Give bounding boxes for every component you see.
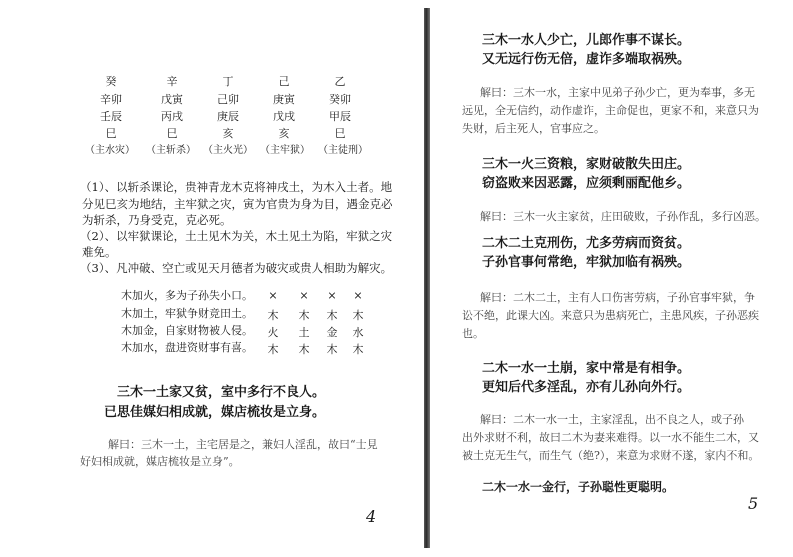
verse-line: 又无远行伤无倍，虚诈多端取祸殃。 (482, 52, 691, 67)
verse-line: 二木一水一土崩，家中常是有相争。 (482, 361, 691, 376)
table-cell: 巳 (105, 127, 117, 140)
table-cell: 亥 (278, 127, 290, 140)
verse-line: 子孙官事何常绝，牢狱加临有祸殃。 (482, 255, 691, 270)
table-cell: 甲辰 (329, 110, 351, 123)
row-mark: 木 (326, 343, 338, 356)
row-mark: 木 (267, 343, 279, 356)
note-line: 分见巳亥为地结，主牢狱之灾，寅为官贵为身为目，遇金克必 (82, 197, 393, 211)
table-cell: （主徒刑） (318, 145, 368, 156)
note-line: （3）、凡冲破、空亡或见天月德者为破灾或贵人相助为解灾。 (80, 261, 393, 275)
table-cell: 癸 (105, 75, 117, 88)
verse-line: 二木一水一金行，子孙聪性更聪明。 (482, 480, 675, 494)
table-cell: 壬辰 (100, 110, 122, 123)
verse-line: 三木一火三资粮，家财破散失田庄。 (482, 157, 691, 172)
explanation-line: 解曰：二木一水一土，主家淫乱，出不良之人，或子孙 (480, 413, 744, 426)
row-mark: 土 (298, 326, 310, 339)
verse-line: 二木二土克刑伤，尤多劳病而资贫。 (482, 236, 691, 251)
table-cell: 戊戌 (273, 110, 295, 123)
row-mark: × (299, 289, 309, 302)
table-cell: 辛卯 (100, 93, 122, 106)
verse-line: 已思佳媒妇相成就，媒店梳妆是立身。 (104, 405, 326, 420)
table-cell: 戊寅 (161, 93, 183, 106)
row-mark: 木 (267, 309, 279, 322)
verse-line: 三木一土家又贫，室中多行不良人。 (117, 385, 326, 400)
row-label: 木加火，多为子孙失小口。 (121, 289, 253, 302)
note-line: （2）、以牢狱课论，土土见木为关，木土见土为陷，牢狱之灾 (80, 229, 393, 243)
row-label: 木加金，自家财物被人侵。 (121, 324, 253, 337)
explanation-line: 解曰：三木一土，主宅居是之，兼妇人淫乱，故曰“士見 (108, 438, 378, 451)
table-cell: 庚寅 (273, 93, 295, 106)
table-cell: 己 (278, 75, 290, 88)
table-cell: （主水灾） (85, 145, 135, 156)
row-mark: 木 (352, 309, 364, 322)
table-cell: （主牢狱） (260, 145, 310, 156)
table-cell: 庚辰 (217, 110, 239, 123)
explanation-line: 失财，后主死人，官事应之。 (462, 122, 605, 135)
verse-line: 更知后代多淫乱，亦有儿孙向外行。 (482, 380, 691, 395)
row-label: 木加水，盘进资财事有喜。 (121, 341, 253, 354)
explanation-line: 被土克无生气，而生气（绝?），来意为求财不遂，家内不和。 (462, 449, 760, 462)
row-mark: × (353, 289, 363, 302)
note-line: （1）、以斩杀课论，贵神青龙木克将神戌土，为木入土者。地 (80, 180, 393, 194)
table-cell: 辛 (166, 75, 178, 88)
row-mark: 木 (352, 343, 364, 356)
table-cell: （主斩杀） (146, 145, 196, 156)
table-cell: 亥 (222, 127, 234, 140)
row-label: 木加土，牢狱争财竞田土。 (121, 307, 253, 320)
explanation-line: 解曰：二木二土，主有人口伤害劳病，子孙官事牢狱，争 (480, 291, 755, 304)
page-number: 4 (366, 507, 377, 526)
table-cell: 己卯 (217, 93, 239, 106)
explanation-line: 出外求财不利，故曰二木为妻来难得。以一水不能生二木，又 (462, 431, 759, 444)
table-cell: 乙 (334, 75, 346, 88)
table-cell: 癸卯 (329, 93, 351, 106)
table-cell: 丁 (222, 75, 234, 88)
table-cell: （主火光） (203, 145, 253, 156)
explanation-line: 好妇相成就，媒店梳妆是立身”。 (80, 455, 240, 468)
row-mark: 木 (298, 309, 310, 322)
table-cell: 丙戌 (161, 110, 183, 123)
row-mark: 水 (352, 326, 364, 339)
page-number: 5 (748, 494, 759, 513)
note-line: 难免。 (82, 245, 117, 259)
row-mark: 金 (326, 326, 338, 339)
explanation-line: 解曰：三木一火主家贫，庄田破败，子孙作乱，多行凶恶。 (480, 210, 766, 223)
note-line: 为斩杀，乃身受克，克必死。 (82, 213, 232, 227)
table-cell: 巳 (334, 127, 346, 140)
row-mark: 木 (298, 343, 310, 356)
explanation-line: 讼不绝，此课大凶。来意只为患病死亡，主患风疾，子孙恶疾 (462, 309, 759, 322)
explanation-line: 远见，全无信约，动作虚诈，主命促也，更家不和，来意只为 (462, 104, 759, 117)
row-mark: 木 (326, 309, 338, 322)
row-mark: × (327, 289, 337, 302)
table-cell: 巳 (166, 127, 178, 140)
row-mark: 火 (267, 326, 279, 339)
verse-line: 窃盗败来因恶露，应须剩丽配他乡。 (482, 176, 691, 191)
explanation-line: 也。 (462, 327, 484, 340)
row-mark: × (268, 289, 278, 302)
explanation-line: 解曰：三木一水，主家中见弟子孙少亡，更为奉事，多无 (480, 86, 755, 99)
right-page (430, 0, 793, 557)
verse-line: 三木一水人少亡，儿郎作事不谋长。 (482, 33, 691, 48)
